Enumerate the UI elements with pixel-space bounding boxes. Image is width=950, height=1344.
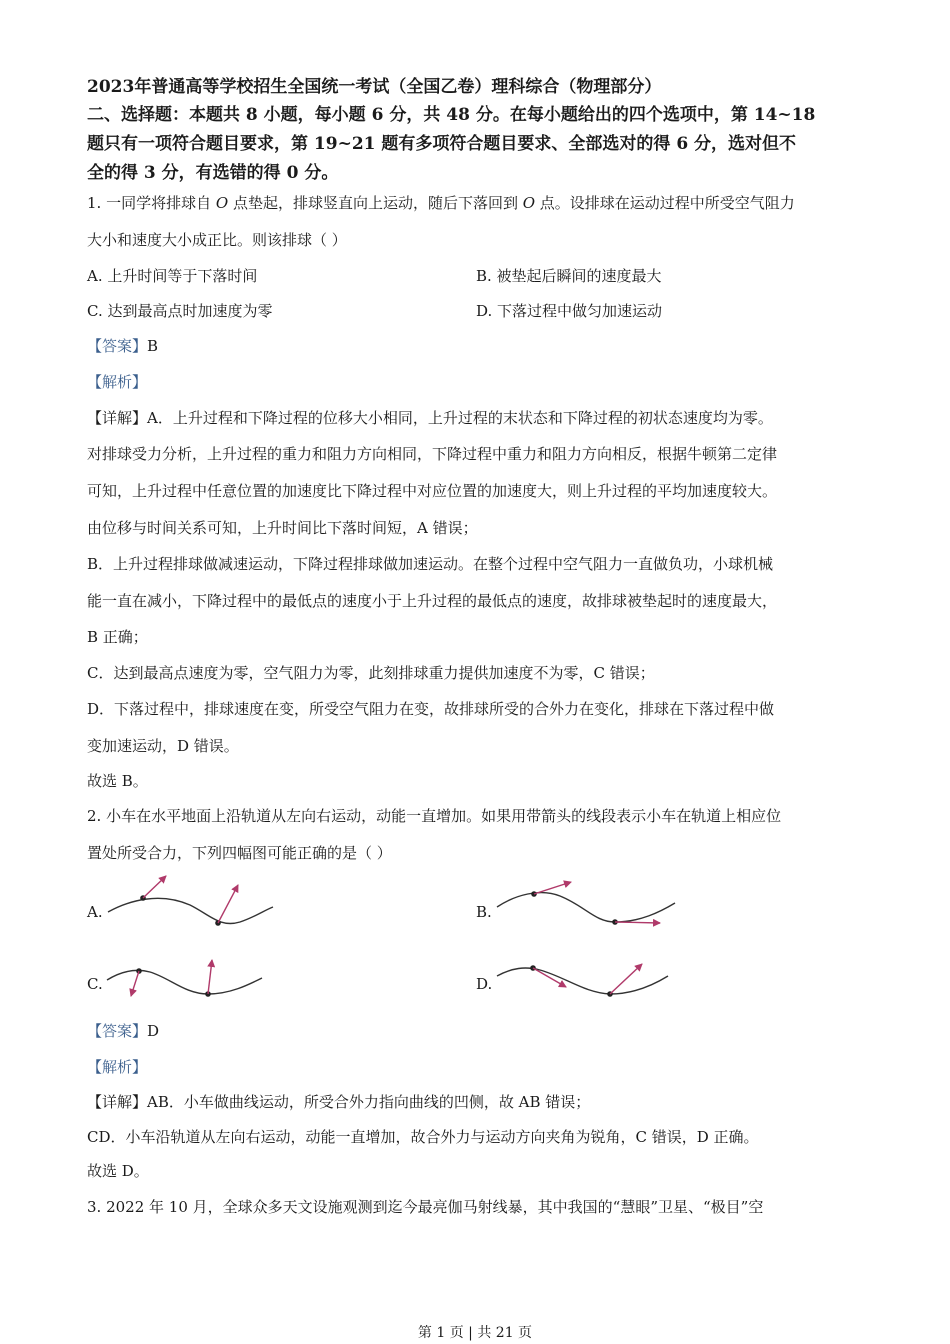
q2-figure-a [108,876,273,926]
q2-conclusion: 故选 D。 [87,1162,149,1180]
section-instruction-line-1: 二、选择题：本题共 8 小题，每小题 6 分，共 48 分。在每小题给出的四个选项中，第 14~18 [87,105,816,125]
q2-figure-d [497,964,668,997]
page-title: 2023年普通高等学校招生全国统一考试（全国乙卷）理科综合（物理部分） [87,77,662,97]
q1-answer: 【答案】B [87,337,159,355]
force-arrow [218,885,238,923]
q3-stem-line-1: 3. 2022 年 10 月，全球众多天文设施观测到迄今最亮伽马射线暴，其中我国的“慧眼”卫星、“极目”空 [87,1198,764,1216]
force-arrow [208,960,212,994]
q2-answer: 【答案】D [87,1022,160,1040]
q2-detail-line: 【详解】AB．小车做曲线运动，所受合外力指向曲线的凹侧，故 AB 错误； [87,1093,591,1111]
q1-detail-line: 【详解】A．上升过程和下降过程的位移大小相同，上升过程的末状态和下降过程的初状态速度均为零。 [87,409,773,427]
section-instruction-line-2: 题只有一项符合题目要求，第 19~21 题有多项符合题目要求、全部选对的得 6 分，选对但不 [87,134,797,154]
page-footer: 第 1 页 | 共 21 页 [417,1325,533,1341]
q2-detail-line: CD．小车沿轨道从左向右运动，动能一直增加，故合外力与运动方向夹角为锐角，C 错误，D 正确。 [87,1128,759,1146]
q1-detail-line: B 正确； [87,628,148,646]
track-curve [107,970,262,994]
q1-option-a: A. 上升时间等于下落时间 [87,267,258,285]
q2-figure-c-label: C. [87,975,103,993]
q1-detail-line: 由位移与时间关系可知，上升时间比下落时间短，A 错误； [87,519,478,537]
q1-detail-line: D．下落过程中，排球速度在变，所受空气阻力在变，故排球所受的合外力在变化，排球在下落过程中做 [87,700,775,718]
force-arrow [143,876,166,898]
force-arrow [131,971,139,996]
q1-stem-line-2: 大小和速度大小成正比。则该排球（ ） [87,231,347,249]
q1-option-d: D. 下落过程中做匀加速运动 [476,302,663,320]
q1-stem-line-1: 1. 一同学将排球自 O 点垫起，排球竖直向上运动，随后下落回到 O 点。设排球在运动过程中所受空气阻力 [87,194,795,212]
q1-detail-line: C．达到最高点速度为零，空气阻力为零，此刻排球重力提供加速度不为零，C 错误； [87,664,655,682]
q1-option-b: B. 被垫起后瞬间的速度最大 [476,267,662,285]
q1-option-c: C. 达到最高点时加速度为零 [87,302,273,320]
q1-detail-line: 可知，上升过程中任意位置的加速度比下降过程中对应位置的加速度大，则上升过程的平均加速度较大。 [87,482,778,500]
q2-stem-line-1: 2. 小车在水平地面上沿轨道从左向右运动，动能一直增加。如果用带箭头的线段表示小车在轨道上相应位 [87,807,782,825]
q2-figure-b-label: B. [476,903,492,921]
track-curve [497,893,675,922]
q1-detail-line: B．上升过程排球做减速运动，下降过程排球做加速运动。在整个过程中空气阻力一直做负功，小球机械 [87,555,774,573]
q1-detail-line: 对排球受力分析，上升过程的重力和阻力方向相同，下降过程中重力和阻力方向相反，根据牛顿第二定律 [87,445,778,463]
track-curve [497,968,668,994]
q2-analysis-heading: 【解析】 [87,1058,148,1076]
q1-detail-line: 变加速运动，D 错误。 [87,737,239,755]
q1-detail-line: 能一直在减小，下降过程中的最低点的速度小于上升过程的最低点的速度，故排球被垫起时的速度最大， [87,592,778,610]
force-arrow [615,922,660,923]
section-instruction-line-3: 全的得 3 分，有选错的得 0 分。 [87,163,339,183]
q2-figure-d-label: D. [476,975,493,993]
q2-figure-c [107,960,262,997]
q2-stem-line-2: 置处所受合力，下列四幅图可能正确的是（ ） [87,844,392,862]
q1-conclusion: 故选 B。 [87,772,148,790]
track-curve [108,898,273,923]
q2-figure-a-label: A. [87,903,103,921]
q1-analysis-heading: 【解析】 [87,373,148,391]
force-arrow [534,882,571,894]
q2-figure-b [497,882,675,925]
